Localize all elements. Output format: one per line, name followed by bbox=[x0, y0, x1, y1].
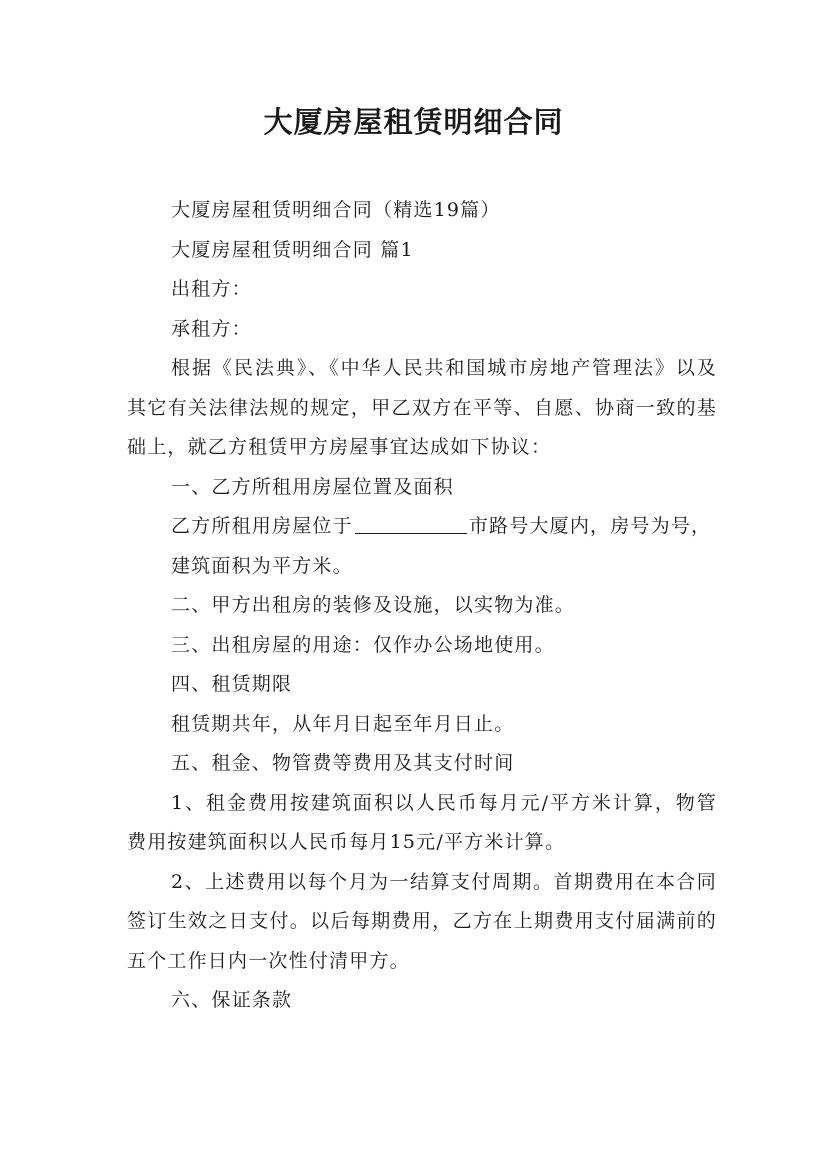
paragraph-clause-5-heading: 五、租金、物管费等费用及其支付时间 bbox=[171, 752, 515, 774]
paragraph-rent-fee: 1、租金费用按建筑面积以人民币每月元/平方米计算，物管费用按建筑面积以人民币每月15元/平方米计算。 bbox=[127, 791, 717, 853]
paragraph-lessee: 承租方： bbox=[171, 317, 252, 340]
paragraph-payment-cycle: 2、上述费用以每个月为一结算支付周期。首期费用在本合同签订生效之日支付。以后每期费用，乙方在上期费用支付届满前的五个工作日内一次性付清甲方。 bbox=[127, 870, 717, 972]
paragraph-clause-3: 三、出租房屋的用途：仅作办公场地使用。 bbox=[171, 633, 555, 656]
paragraph-location bbox=[127, 507, 717, 547]
paragraph-lessor: 出租方： bbox=[171, 278, 252, 300]
paragraph-lease-term: 租赁期共年，从年月日起至年月日止。 bbox=[171, 712, 515, 735]
location-text-before: 乙方所租用房屋位于 bbox=[171, 515, 353, 537]
document-body bbox=[127, 191, 717, 1021]
blank-underline bbox=[355, 511, 467, 534]
paragraph-clause-4-heading: 四、租赁期限 bbox=[171, 673, 293, 695]
paragraph-clause-1-heading: 一、乙方所租用房屋位置及面积 bbox=[171, 475, 454, 498]
location-text-after: 市路号大厦内，房号为号， bbox=[468, 515, 712, 537]
paragraph-clause-2: 二、甲方出租房的装修及设施，以实物为准。 bbox=[171, 594, 576, 616]
paragraph-area: 建筑面积为平方米。 bbox=[171, 554, 353, 577]
paragraph-preamble: 根据《民法典》、《中华人民共和国城市房地产管理法》以及其它有关法律法规的规定，甲乙双方在平等、自愿、协商一致的基础上，就乙方租赁甲方房屋事宜达成如下协议： bbox=[127, 357, 717, 458]
paragraph-section-heading: 大厦房屋租赁明细合同 篇1 bbox=[171, 238, 414, 261]
paragraph-subtitle: 大厦房屋租赁明细合同（精选19篇） bbox=[171, 199, 501, 221]
paragraph-clause-6-heading: 六、保证条款 bbox=[171, 989, 293, 1011]
document-title: 大厦房屋租赁明细合同 bbox=[263, 105, 564, 139]
